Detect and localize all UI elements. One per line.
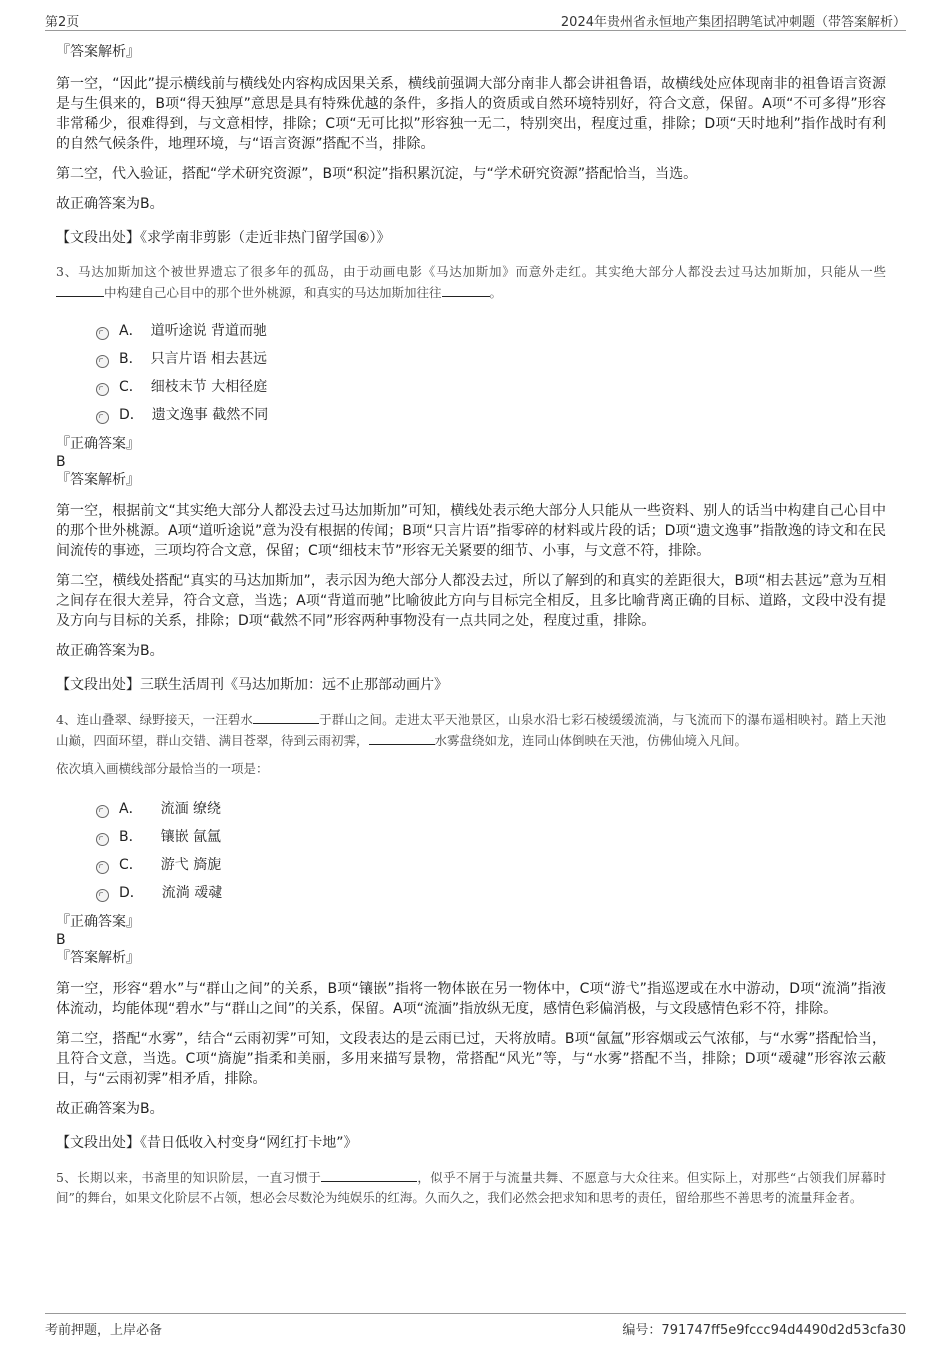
- correct-answer-label: 『正确答案』: [56, 914, 140, 930]
- correct-answer: B: [56, 932, 66, 948]
- conclusion: 故正确答案为B。: [56, 1101, 164, 1117]
- analysis-paragraph: 第一空，形容“碧水”与“群山之间”的关系，B项“镶嵌”指将一物体嵌在另一物体中，C项“游弋”指巡逻或在水中游动，D项“流淌”指液体流动，均能体现“碧水”与“群山之间”的关系，保留。A项“流湎”指放纵无度，感情色彩偏消极，与文段感情色彩不符，排除。: [56, 981, 886, 1017]
- conclusion: 故正确答案为B。: [56, 643, 164, 659]
- question-4-prompt: 依次填入画横线部分最恰当的一项是：: [56, 761, 269, 776]
- document-title: 2024年贵州省永恒地产集团招聘笔试冲刺题（带答案解析）: [560, 15, 906, 30]
- option-a[interactable]: A． 流湎 缭绕: [96, 795, 886, 823]
- page-footer: [45, 1313, 906, 1336]
- radio-icon[interactable]: [96, 833, 109, 846]
- correct-answer-label: 『正确答案』: [56, 436, 140, 452]
- option-b[interactable]: B． 只言片语 相去甚远: [96, 345, 886, 373]
- question-4-options: [96, 795, 886, 907]
- analysis-paragraph: 第二空，横线处搭配“真实的马达加斯加”，表示因为绝大部分人都没去过，所以了解到的和真实的差距很大，B项“相去甚远”意为互相之间存在很大差异，符合文意，当选；A项“背道而驰”比喻彼此方向与目标完全相反，且多比喻背离正确的目标、道路，文段中没有提及方向与目标的关系，排除；D项“截然不同”形容两种事物没有一点共同之处，程度过重，排除。: [56, 573, 886, 629]
- analysis-paragraph: 第二空，代入验证，搭配“学术研究资源”，B项“积淀”指积累沉淀，与“学术研究资源”搭配恰当，当选。: [56, 166, 698, 182]
- question-4-stem: 4、连山叠翠、绿野接天，一汪碧水 于群山之间。走进太平天池景区，山泉水沿七彩石棱缓缓流淌，与飞流而下的瀑布遥相映衬。踏上天池山巅，四面环望，群山交错、满目苍翠，待到云雨初霁， 水雾盘绕如龙，连同山体倒映在天池，仿佛仙境入凡间。: [56, 709, 886, 751]
- document-id: 编号：791747ff5e9fccc94d4490d2d53cfa30: [622, 1323, 906, 1338]
- source-citation: 【文段出处】《昔日低收入村变身“网红打卡地”》: [56, 1135, 358, 1151]
- radio-icon[interactable]: [96, 805, 109, 818]
- option-a[interactable]: A． 道听途说 背道而驰: [96, 317, 886, 345]
- radio-icon[interactable]: [96, 411, 109, 424]
- option-c[interactable]: C． 细枝末节 大相径庭: [96, 373, 886, 401]
- analysis-label: 『答案解析』: [56, 950, 140, 966]
- option-d[interactable]: D． 遗文逸事 截然不同: [96, 401, 886, 429]
- page-content: [56, 42, 886, 1208]
- analysis-paragraph: 第一空，“因此”提示横线前与横线处内容构成因果关系，横线前强调大部分南非人都会讲祖鲁语，故横线处应体现南非的祖鲁语言资源是与生俱来的，B项“得天独厚”意思是具有特殊优越的条件，多指人的资质或自然环境特别好，符合文意，保留。A项“不可多得”形容非常稀少，很难得到，与文意相悖，排除；C项“无可比拟”形容独一无二，特别突出，程度过重，排除；D项“天时地利”指作战时有利的自然气候条件，地理环境，与“语言资源”搭配不当，排除。: [56, 76, 886, 152]
- analysis-label: 『答案解析』: [56, 44, 140, 60]
- option-c[interactable]: C． 游弋 旖旎: [96, 851, 886, 879]
- answer-blank: [56, 282, 104, 297]
- radio-icon[interactable]: [96, 861, 109, 874]
- answer-blank: [253, 709, 319, 724]
- question-3-stem: 3、马达加斯加这个被世界遗忘了很多年的孤岛，由于动画电影《马达加斯加》而意外走红。其实绝大部分人都没去过马达加斯加，只能从一些中构建自己心目中的那个世外桃源，和真实的马达加斯加往往 。: [56, 264, 886, 300]
- conclusion: 故正确答案为B。: [56, 196, 164, 212]
- question-5-stem: 5、长期以来，书斋里的知识阶层，一直习惯于 ，似乎不屑于与流量共舞、不愿意与大众往来。但实际上，对那些“占领我们屏幕时间”的舞台，如果文化阶层不占领，想必会尽数沦为纯娱乐的红海。久而久之，我们必然会把求知和思考的责任，留给那些不善思考的流量拜金者。: [56, 1167, 886, 1208]
- source-citation: 【文段出处】《求学南非剪影（走近非热门留学国⑥）》: [56, 230, 391, 246]
- option-d[interactable]: D． 流淌 叆叇: [96, 879, 886, 907]
- answer-blank: [369, 730, 435, 745]
- analysis-paragraph: 第二空，搭配“水雾”，结合“云雨初霁”可知，文段表达的是云雨已过，天将放晴。B项“氤氲”形容烟或云气浓郁，与“水雾”搭配恰当，且符合文意，当选。C项“旖旎”指柔和美丽，多用来描写景物，常搭配“风光”等，与“水雾”搭配不当，排除；D项“叆叇”形容浓云蔽日，与“云雨初霁”相矛盾，排除。: [56, 1031, 886, 1087]
- answer-blank: [442, 282, 490, 297]
- page-number: 第2页: [45, 15, 80, 30]
- radio-icon[interactable]: [96, 355, 109, 368]
- analysis-paragraph: 第一空，根据前文“其实绝大部分人都没去过马达加斯加”可知，横线处表示绝大部分人只能从一些资料、别人的话当中构建自己心目中的那个世外桃源。A项“道听途说”意为没有根据的传闻；B项“只言片语”指零碎的材料或片段的话；D项“遗文逸事”指散逸的诗文和在民间流传的事迹，三项均符合文意，保留；C项“细枝末节”形容无关紧要的细节、小事，与文意不符，排除。: [56, 503, 886, 559]
- radio-icon[interactable]: [96, 889, 109, 902]
- correct-answer: B: [56, 454, 66, 470]
- radio-icon[interactable]: [96, 383, 109, 396]
- footer-slogan: 考前押题，上岸必备: [45, 1323, 163, 1338]
- answer-blank: [321, 1167, 417, 1182]
- source-citation: 【文段出处】三联生活周刊《马达加斯加：远不止那部动画片》: [56, 677, 448, 693]
- radio-icon[interactable]: [96, 327, 109, 340]
- page-header: [45, 8, 906, 31]
- analysis-label: 『答案解析』: [56, 472, 140, 488]
- question-3-options: [96, 317, 886, 429]
- option-b[interactable]: B． 镶嵌 氤氲: [96, 823, 886, 851]
